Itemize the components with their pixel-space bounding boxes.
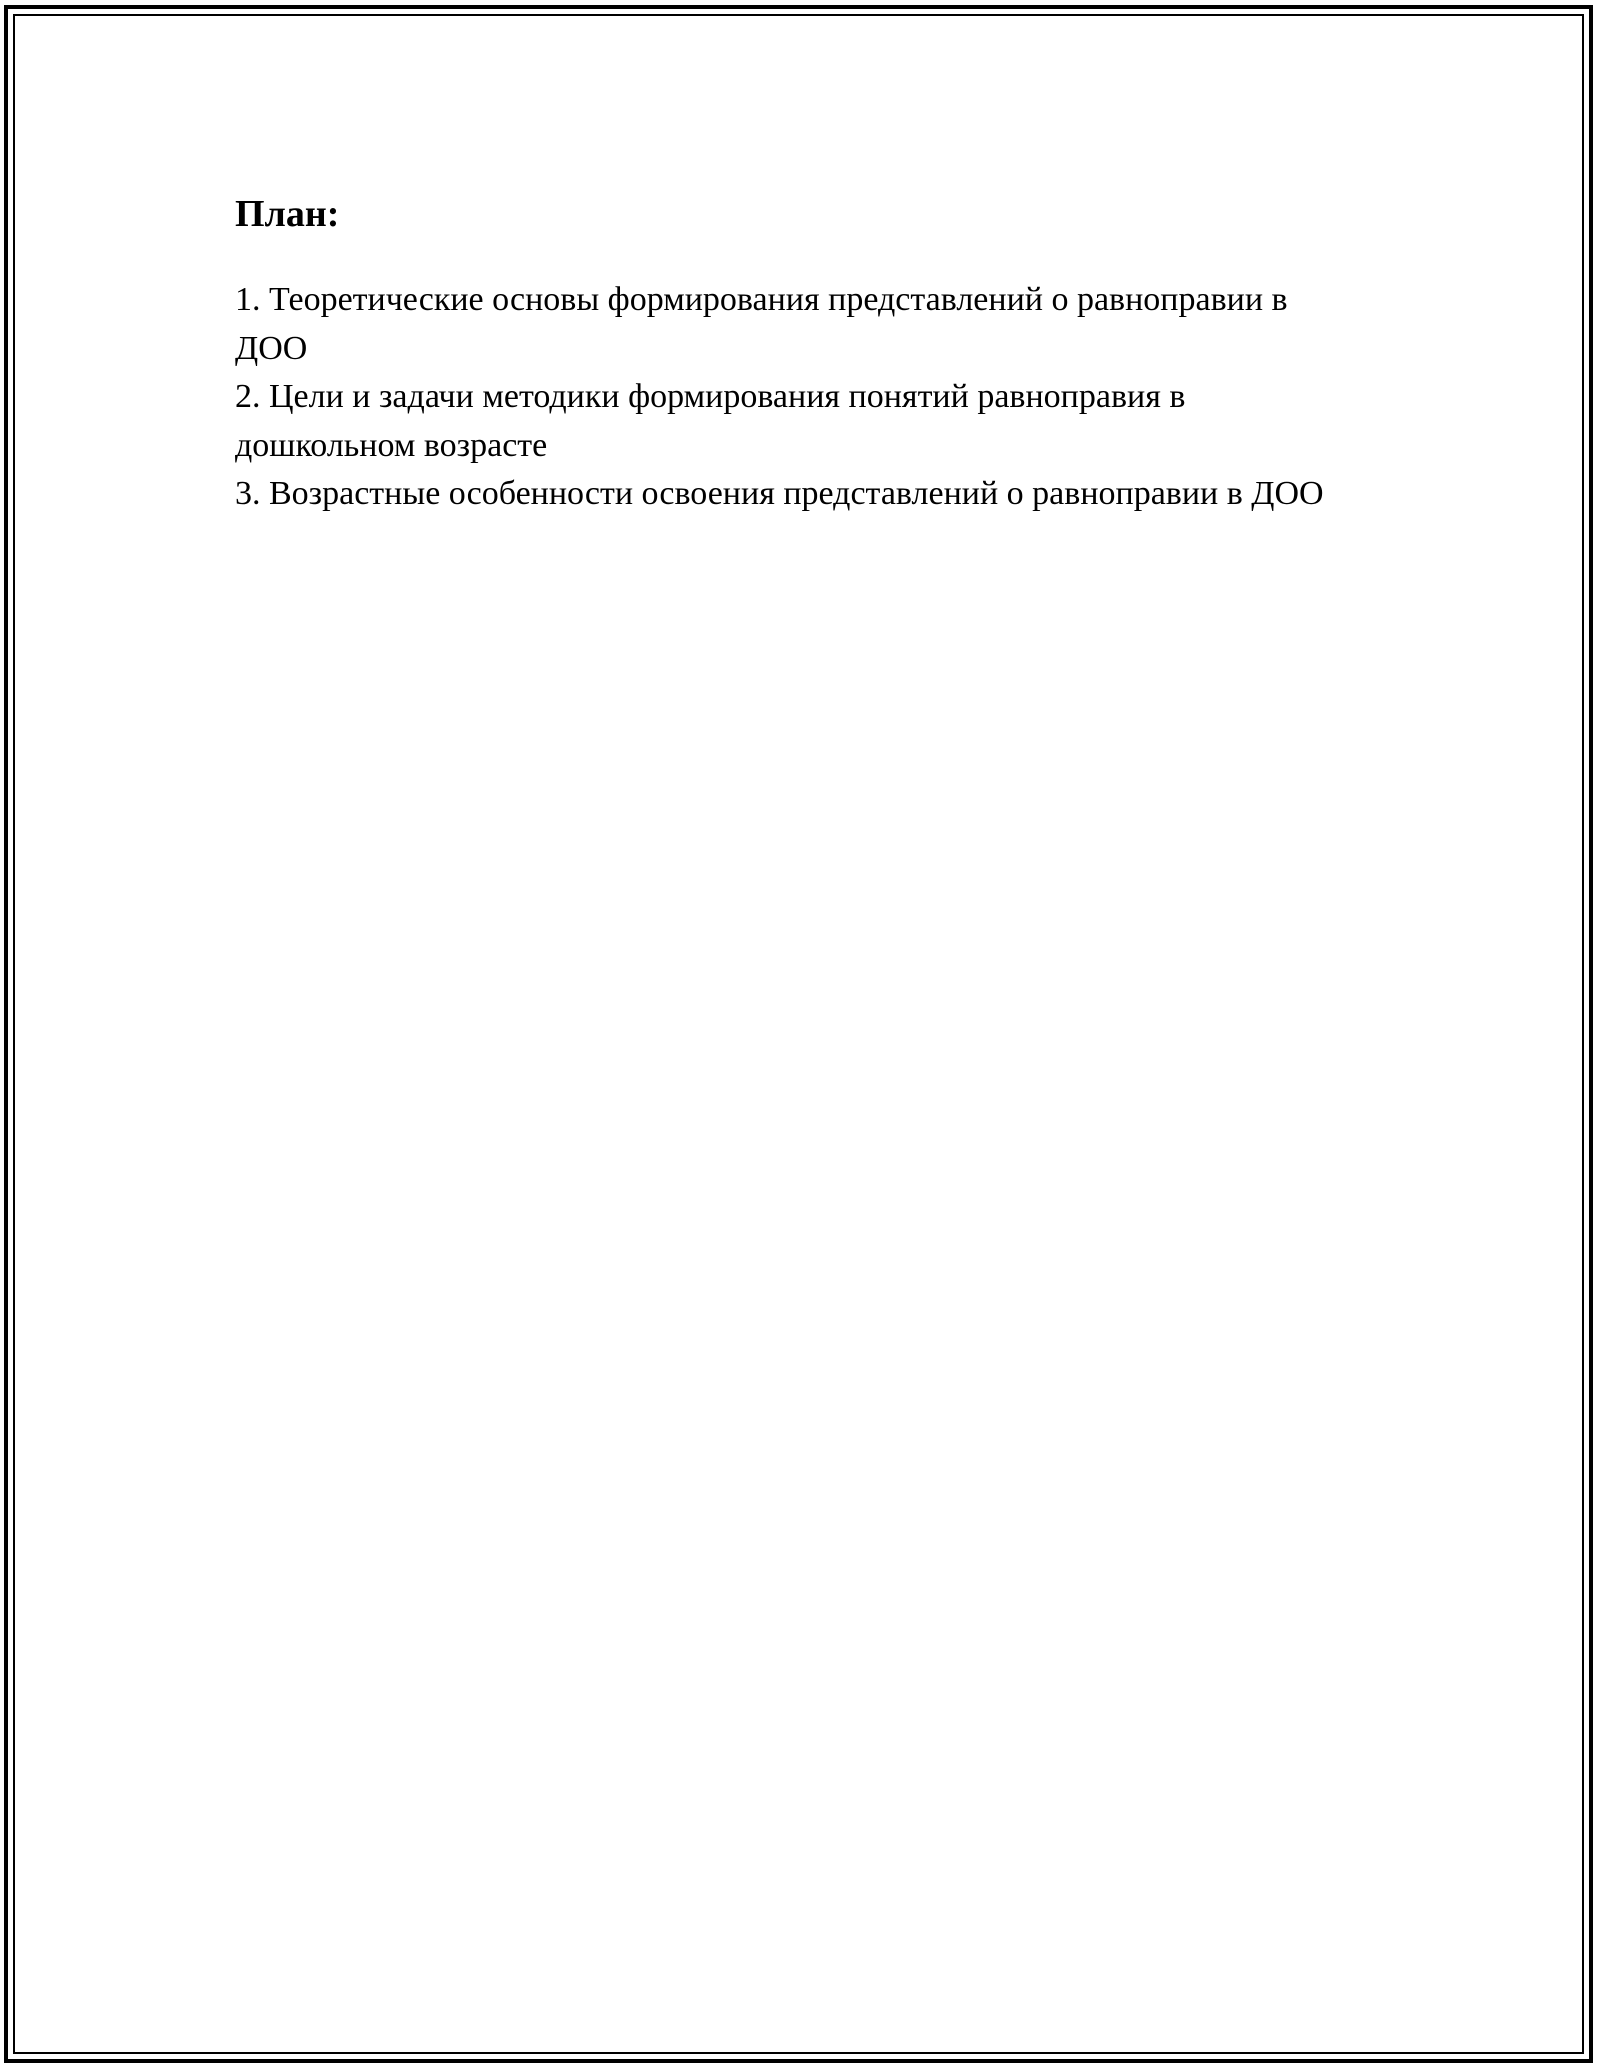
plan-item-2: 2. Цели и задачи методики формирования понятий равноправия в дошкольном возрасте (235, 378, 1186, 464)
page-title: План: (235, 193, 340, 235)
document-body (235, 186, 1365, 519)
plan-item-1: 1. Теоретические основы формирования представлений о равноправии в ДОО (235, 281, 1288, 367)
plan-list (235, 276, 1365, 519)
plan-item-3: 3. Возрастные особенности освоения представлений о равноправии в ДОО (235, 475, 1324, 512)
